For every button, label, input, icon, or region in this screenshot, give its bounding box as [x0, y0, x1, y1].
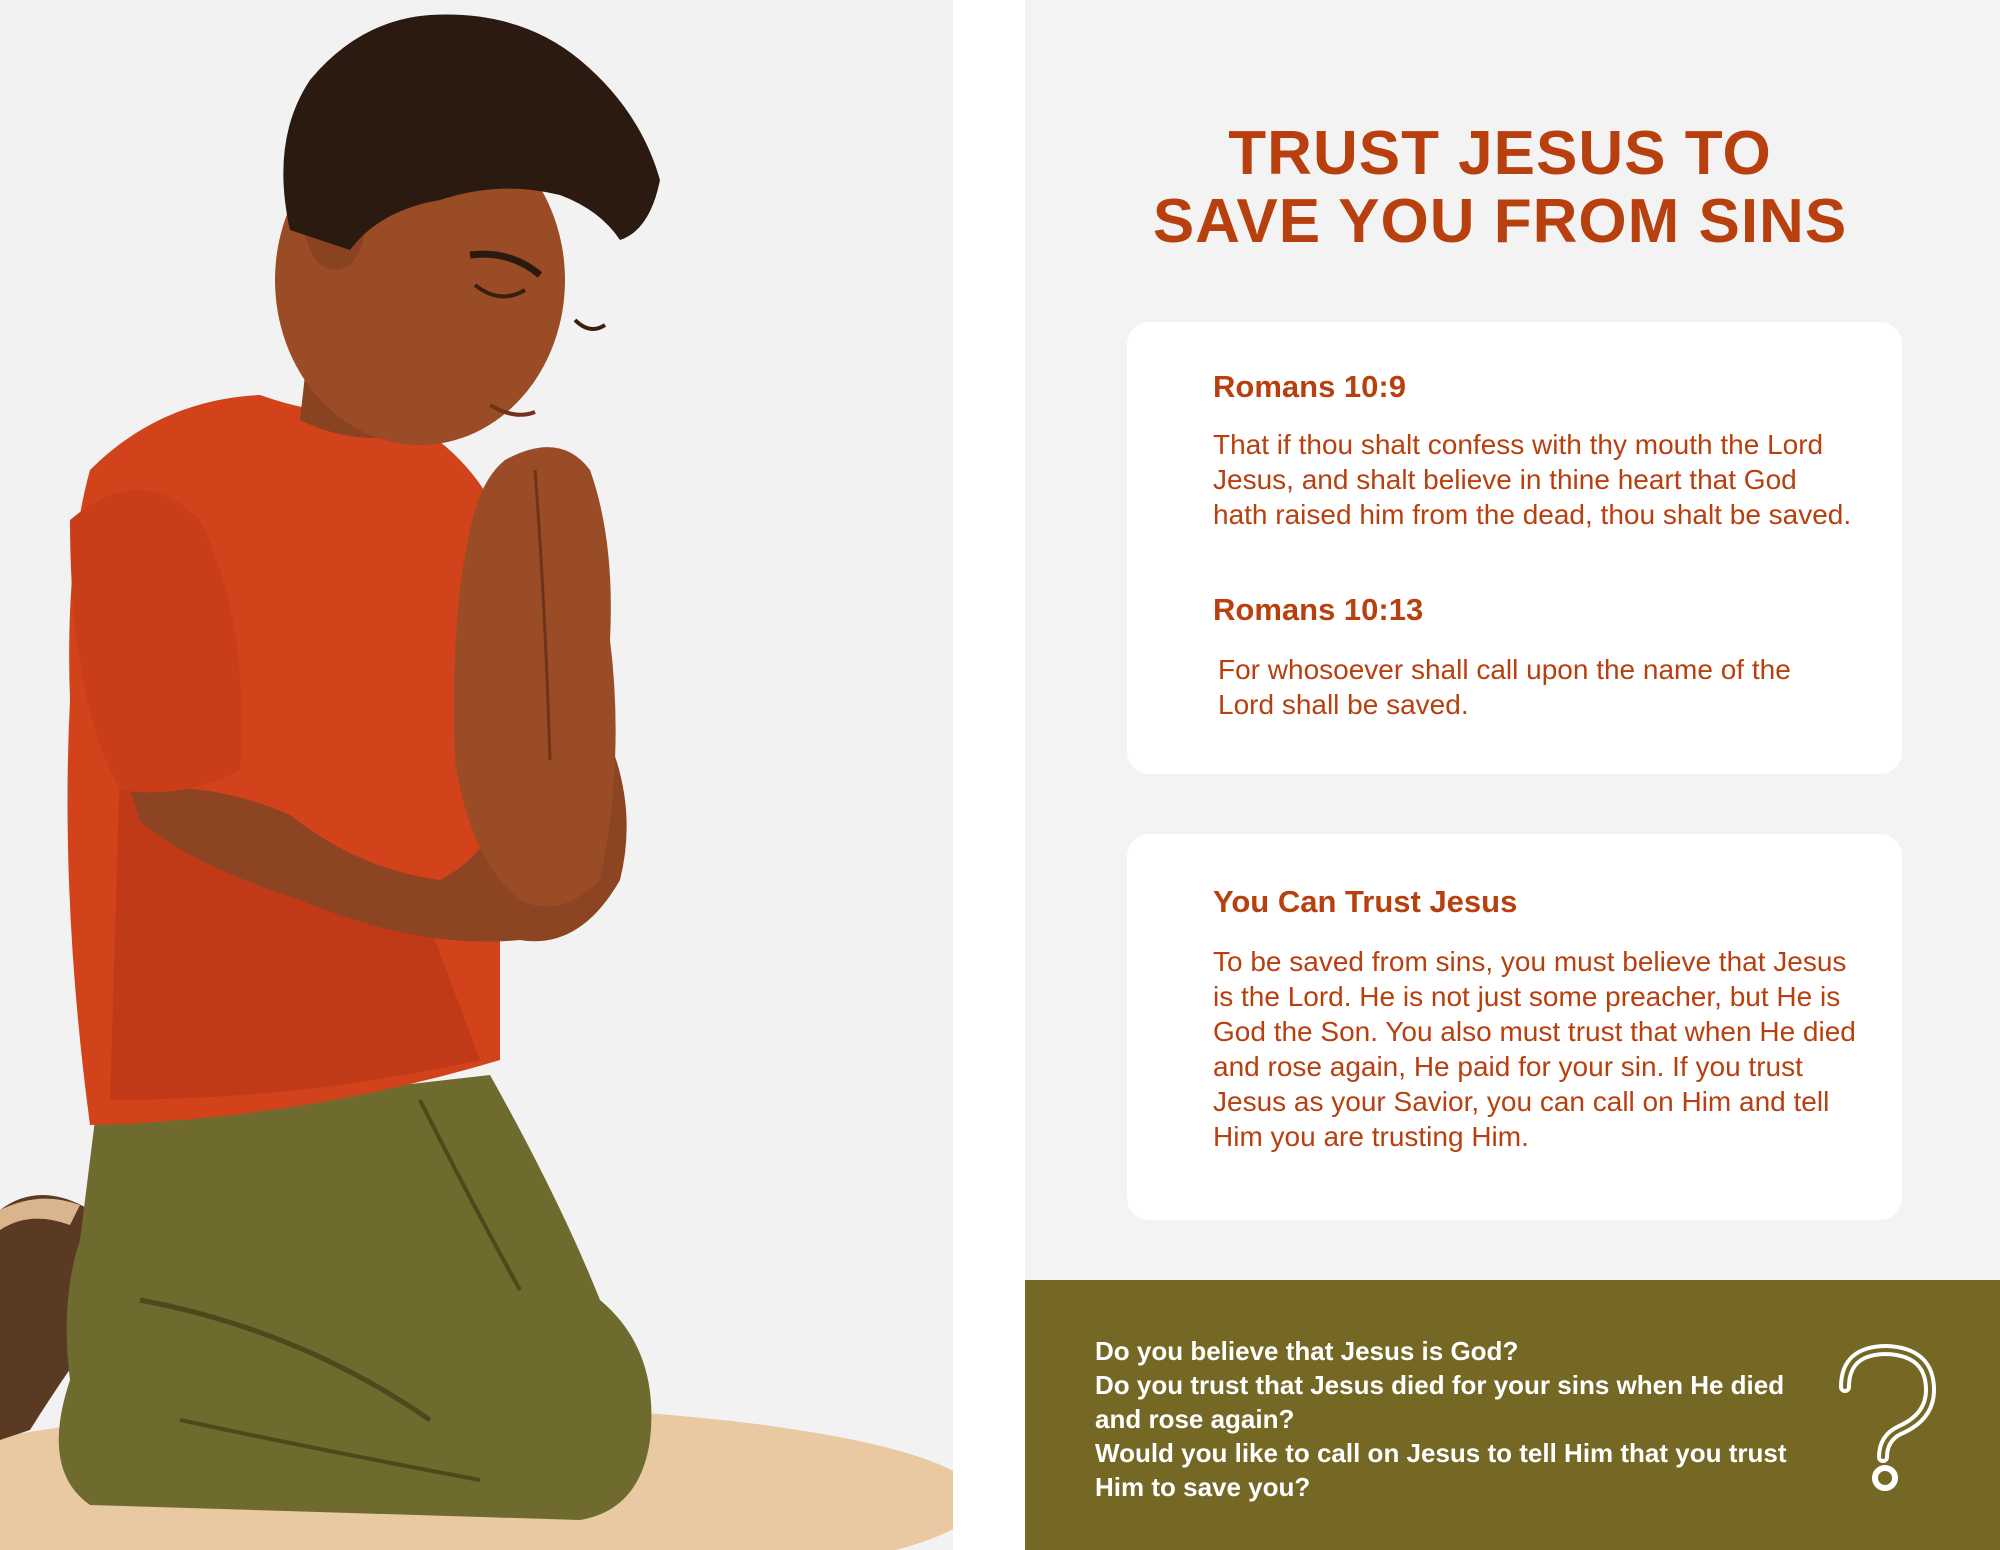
title-line-2: SAVE YOU FROM SINS [1152, 187, 1848, 256]
title-line-1: TRUST JESUS TO [1228, 119, 1772, 188]
verse-text-2: For whosoever shall call upon the name of the Lord shall be saved. [1218, 654, 1791, 720]
page-title [1025, 120, 2000, 256]
verse-reference-1: Romans 10:9 [1213, 369, 1406, 404]
question-3: Would you like to call on Jesus to tell Him that you trust Him to save you? [1095, 1438, 1787, 1502]
eye-right [575, 320, 605, 329]
pants [59, 1075, 652, 1520]
question-2: Do you trust that Jesus died for your sins when He died and rose again? [1095, 1370, 1785, 1434]
trust-card [1127, 834, 1902, 1220]
questions-band [1025, 1280, 2000, 1550]
trust-body: To be saved from sins, you must believe that Jesus is the Lord. He is not just some preacher, but He is God the Son. You also must trust that when He died and rose again, He paid for your sin. If you trust Jesus as your Savior, you can call on Him and tell Him you are trusting Him. [1213, 946, 1856, 1152]
verse-text-1: That if thou shalt confess with thy mouth the Lord Jesus, and shalt believe in thine heart that God hath raised him from the dead, thou shalt be saved. [1213, 429, 1852, 530]
praying-boy-illustration [0, 0, 953, 1550]
illustration-panel [0, 0, 953, 1550]
question-1: Do you believe that Jesus is God? [1095, 1336, 1519, 1366]
content-panel [1025, 0, 2000, 1550]
hands [454, 447, 616, 907]
trust-heading: You Can Trust Jesus [1213, 884, 1518, 919]
verses-card [1127, 322, 1902, 774]
question-mark-icon [1825, 1342, 1945, 1492]
questions-list [1095, 1334, 1795, 1504]
verse-reference-2: Romans 10:13 [1213, 592, 1424, 627]
